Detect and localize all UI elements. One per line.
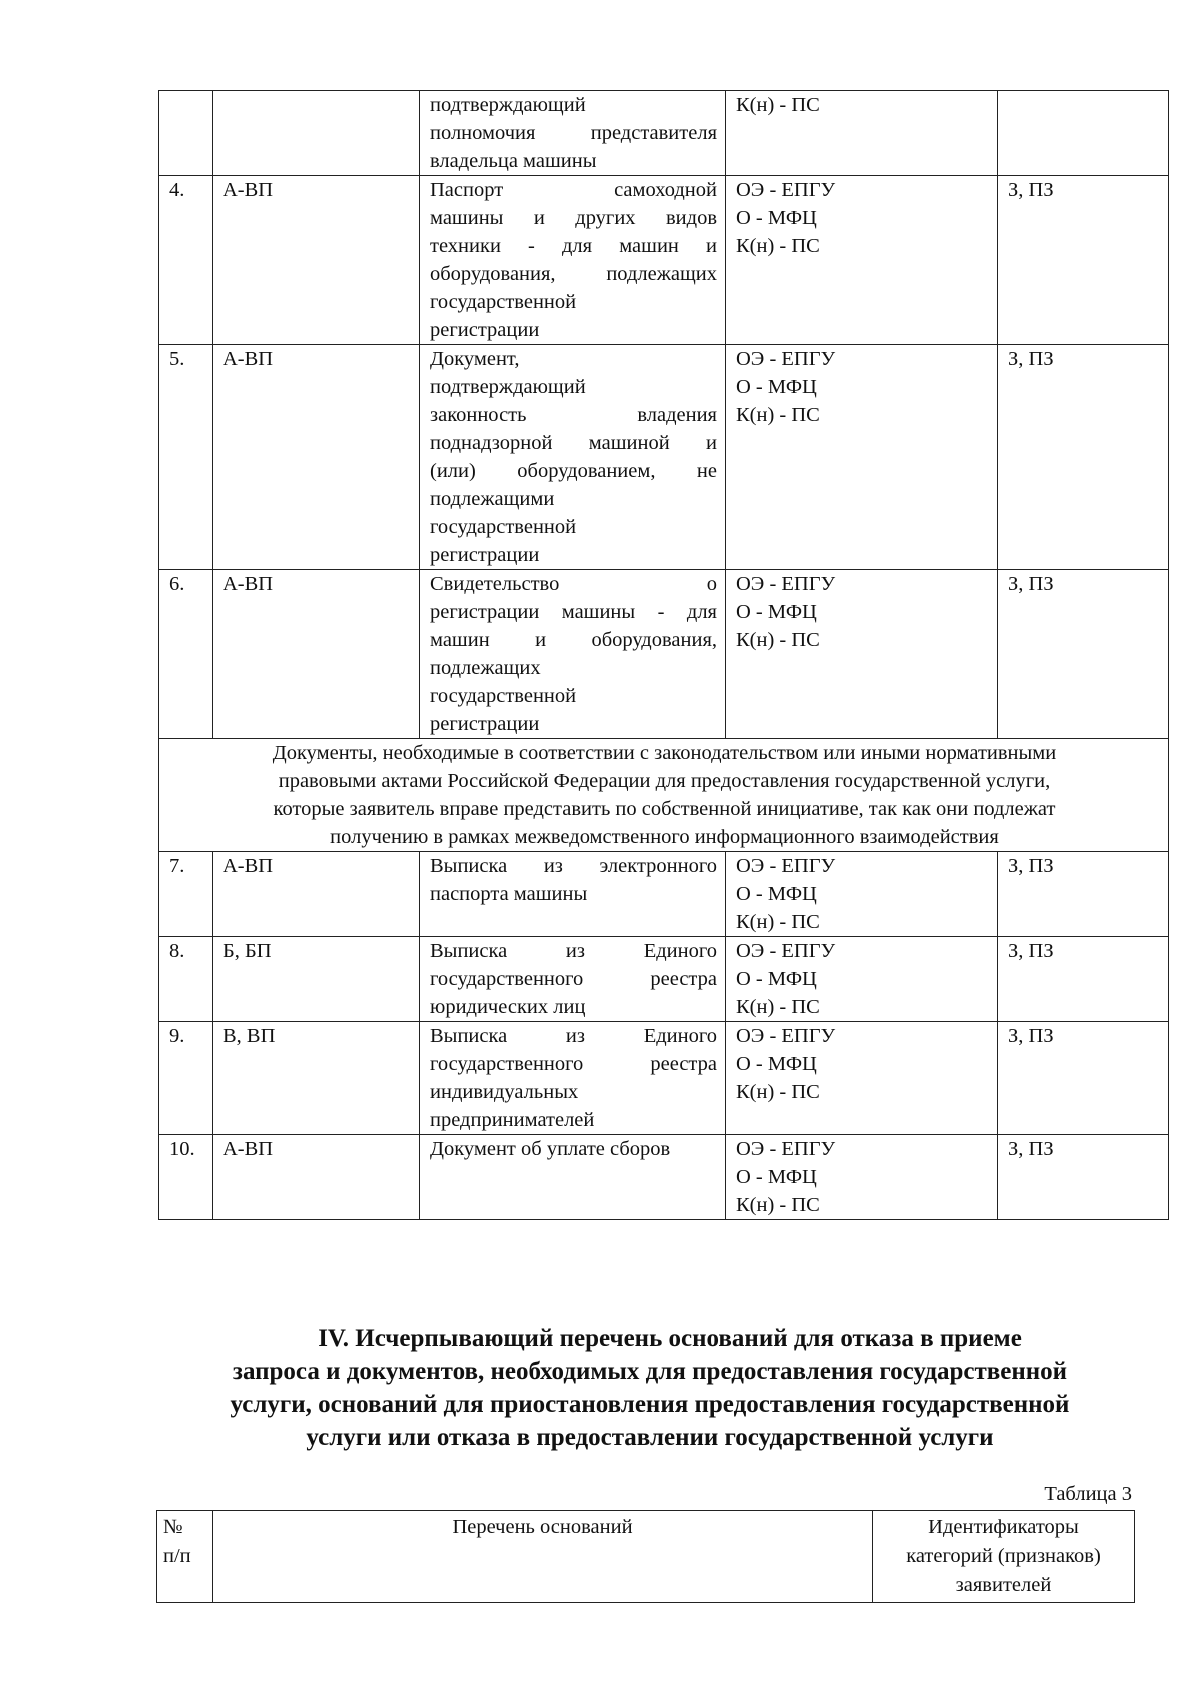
submission-format-line: К(н) - ПС: [736, 1194, 820, 1216]
submission-format-line: О - МФЦ: [736, 207, 817, 229]
document-name-line: законность владения: [430, 404, 717, 426]
document-name-line: Паспорт самоходной: [430, 179, 717, 201]
submission-format-line: ОЭ - ЕПГУ: [736, 348, 836, 370]
submission-format: [726, 1022, 998, 1135]
table3-header-identifiers-line: Идентификаторы: [928, 1516, 1079, 1538]
document-name-line: предпринимателей: [430, 1109, 595, 1131]
row-number: 7.: [159, 852, 213, 937]
document-name-line: машин и оборудования,: [430, 629, 717, 651]
applicant-category: [213, 91, 420, 176]
table3-header-row: [157, 1511, 1135, 1603]
document-name: [420, 91, 726, 176]
row-number: 8.: [159, 937, 213, 1022]
section-note-line: правовыми актами Российской Федерации для предоставления государственной услуги,: [278, 770, 1051, 792]
submission-format-line: ОЭ - ЕПГУ: [736, 1025, 836, 1047]
table-row: [159, 1135, 1169, 1220]
applicant-category: В, ВП: [213, 1022, 420, 1135]
document-name-line: оборудования, подлежащих: [430, 263, 717, 285]
document-name-line: подлежащих: [430, 657, 541, 679]
submission-format-line: К(н) - ПС: [736, 404, 820, 426]
table-row: [159, 570, 1169, 739]
section-heading: [160, 1322, 1140, 1454]
document-name-line: (или) оборудованием, не: [430, 460, 717, 482]
applicant-category: А-ВП: [213, 570, 420, 739]
section-heading-line: услуги или отказа в предоставлении государственной услуги: [306, 1424, 994, 1451]
section-heading-line: запроса и документов, необходимых для предоставления государственной: [232, 1358, 1068, 1385]
document-name-line: подтверждающий: [430, 94, 586, 116]
section-note-line: Документы, необходимые в соответствии с законодательством или иными нормативными: [272, 742, 1057, 764]
submission-format-line: ОЭ - ЕПГУ: [736, 573, 836, 595]
documents-table: [158, 90, 1169, 1220]
table3-label: Таблица 3: [1044, 1483, 1132, 1505]
section-note-row: [159, 739, 1169, 852]
table3-header-num-line: п/п: [163, 1545, 191, 1567]
submission-format-line: О - МФЦ: [736, 1166, 817, 1188]
section-heading-line: услуги, оснований для приостановления предоставления государственной: [230, 1391, 1070, 1418]
section-heading-line: IV. Исчерпывающий перечень оснований для отказа в приеме: [318, 1325, 1022, 1352]
document-name-line: полномочия представителя: [430, 122, 717, 144]
document-name-line: владельца машины: [430, 150, 597, 172]
document-name-line: поднадзорной машиной и: [430, 432, 717, 454]
document-name-line: регистрации машины - для: [430, 601, 717, 623]
document-name: [420, 1135, 726, 1220]
document-name-line: государственной: [430, 685, 577, 707]
document-name-line: государственной: [430, 291, 577, 313]
purpose-code: З, ПЗ: [998, 1135, 1169, 1220]
document-name: [420, 176, 726, 345]
document-name-line: Выписка из Единого: [430, 1025, 717, 1047]
submission-format-line: О - МФЦ: [736, 968, 817, 990]
submission-format-line: ОЭ - ЕПГУ: [736, 1138, 836, 1160]
table-row: [159, 937, 1169, 1022]
purpose-code: [998, 91, 1169, 176]
document-name-line: подлежащими: [430, 488, 555, 510]
document-name-line: регистрации: [430, 713, 540, 735]
submission-format: [726, 345, 998, 570]
applicant-category: А-ВП: [213, 345, 420, 570]
document-name-line: Свидетельство о: [430, 573, 717, 595]
purpose-code: З, ПЗ: [998, 345, 1169, 570]
submission-format-line: О - МФЦ: [736, 601, 817, 623]
table-row: [159, 91, 1169, 176]
submission-format-line: К(н) - ПС: [736, 94, 820, 116]
document-name-line: юридических лиц: [430, 996, 586, 1018]
table3: [156, 1510, 1135, 1603]
submission-format-line: К(н) - ПС: [736, 996, 820, 1018]
table-row: [159, 176, 1169, 345]
table3-header-reasons: Перечень оснований: [213, 1511, 873, 1603]
purpose-code: З, ПЗ: [998, 176, 1169, 345]
submission-format-line: ОЭ - ЕПГУ: [736, 940, 836, 962]
section-note-line: получению в рамках межведомственного информационного взаимодействия: [330, 826, 999, 848]
submission-format-line: К(н) - ПС: [736, 235, 820, 257]
table3-header-identifiers-line: заявителей: [955, 1574, 1052, 1596]
table-row: [159, 852, 1169, 937]
document-name-line: Выписка из Единого: [430, 940, 717, 962]
document-name-line: государственной: [430, 516, 577, 538]
table3-header-identifiers: [873, 1511, 1135, 1603]
purpose-code: З, ПЗ: [998, 937, 1169, 1022]
document-name: [420, 570, 726, 739]
row-number: 4.: [159, 176, 213, 345]
applicant-category: Б, БП: [213, 937, 420, 1022]
document-name-line: государственного реестра: [430, 968, 717, 990]
submission-format-line: ОЭ - ЕПГУ: [736, 179, 836, 201]
applicant-category: А-ВП: [213, 852, 420, 937]
row-number: 9.: [159, 1022, 213, 1135]
document-name-line: регистрации: [430, 544, 540, 566]
document-name-line: Документ,: [430, 348, 520, 370]
documents-table-body-1: [159, 91, 1169, 739]
documents-table-body-2: [159, 852, 1169, 1220]
submission-format: [726, 852, 998, 937]
submission-format: [726, 937, 998, 1022]
row-number: 10.: [159, 1135, 213, 1220]
row-number: 5.: [159, 345, 213, 570]
document-name: [420, 852, 726, 937]
submission-format-line: О - МФЦ: [736, 883, 817, 905]
submission-format-line: К(н) - ПС: [736, 629, 820, 651]
document-name-line: Документ об уплате сборов: [430, 1138, 671, 1160]
submission-format-line: О - МФЦ: [736, 1053, 817, 1075]
table3-header-num-line: №: [163, 1516, 183, 1538]
section-note-line: которые заявитель вправе представить по собственной инициативе, так как они подлежат: [273, 798, 1056, 820]
document-name-line: техники - для машин и: [430, 235, 717, 257]
submission-format-line: ОЭ - ЕПГУ: [736, 855, 836, 877]
document-name-line: регистрации: [430, 319, 540, 341]
document-name-line: индивидуальных: [430, 1081, 579, 1103]
submission-format-line: К(н) - ПС: [736, 911, 820, 933]
row-number: 6.: [159, 570, 213, 739]
document-name-line: Выписка из электронного: [430, 855, 717, 877]
purpose-code: З, ПЗ: [998, 570, 1169, 739]
document-name: [420, 937, 726, 1022]
submission-format: [726, 176, 998, 345]
table3-header-identifiers-line: категорий (признаков): [906, 1545, 1101, 1567]
table-row: [159, 345, 1169, 570]
document-name-line: машины и других видов: [430, 207, 717, 229]
submission-format: [726, 1135, 998, 1220]
applicant-category: А-ВП: [213, 1135, 420, 1220]
applicant-category: А-ВП: [213, 176, 420, 345]
document-name: [420, 1022, 726, 1135]
table-row: [159, 1022, 1169, 1135]
document-name-line: паспорта машины: [430, 883, 588, 905]
submission-format-line: О - МФЦ: [736, 376, 817, 398]
submission-format: [726, 570, 998, 739]
submission-format: [726, 91, 998, 176]
document-name: [420, 345, 726, 570]
purpose-code: З, ПЗ: [998, 852, 1169, 937]
section-note-body: [159, 739, 1169, 852]
section-note: [159, 739, 1169, 852]
purpose-code: З, ПЗ: [998, 1022, 1169, 1135]
document-name-line: подтверждающий: [430, 376, 586, 398]
row-number: [159, 91, 213, 176]
submission-format-line: К(н) - ПС: [736, 1081, 820, 1103]
table3-header-num: [157, 1511, 213, 1603]
document-name-line: государственного реестра: [430, 1053, 717, 1075]
